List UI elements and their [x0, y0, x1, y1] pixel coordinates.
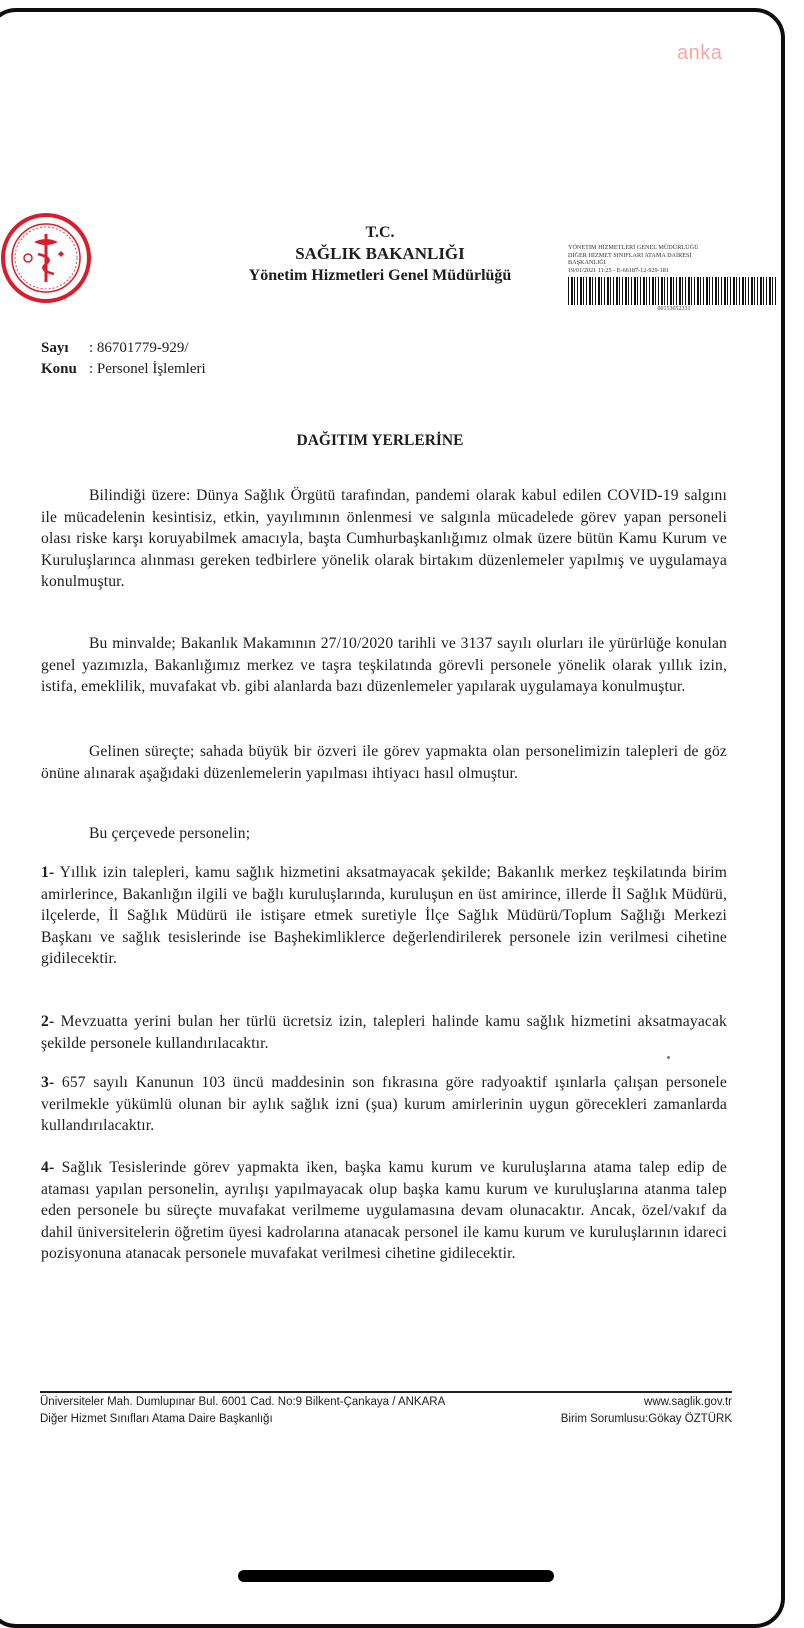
item-text: Mevzuatta yerini bulan her türlü ücretsiz izin, talepleri halinde kamu sağlık hizmetini aksatmayacak şekilde personele kullandırılacaktır. [41, 1013, 727, 1052]
item-number: 3- [41, 1074, 55, 1091]
footer-rule [40, 1391, 732, 1393]
stamp-line: BAŞKANLIĞI [568, 259, 606, 267]
list-item [41, 1072, 727, 1137]
scan-speck [667, 1056, 670, 1059]
list-item [41, 862, 727, 970]
item-text: 657 sayılı Kanunun 103 üncü maddesinin son fıkrasına göre radyoaktif ışınlarla çalışan personele verilmekle yükümlü olunan bir aylık sağlık izni (şua) kurum amirlerinin uygun görecekleri zamanlarda kullandırılacaktır. [41, 1074, 727, 1134]
konu-label: Konu [41, 361, 77, 377]
footer-website: www.saglik.gov.tr [644, 1396, 732, 1408]
header-directorate: Yönetim Hizmetleri Genel Müdürlüğü [248, 267, 512, 284]
barcode-number: 00153052331 [657, 306, 691, 313]
item-text: Yıllık izin talepleri, kamu sağlık hizmetini aksatmayacak şekilde; Bakanlık merkez teşkilatında birim amirlerince, Bakanlığın ilgili ve bağlı kuruluşlarında, kuruluşun en üst amirince, illerde İl Sağlık Müdürü, ilçelerde, İl Sağlık Müdürü ile istişare etmek suretiyle İlçe Sağlık Müdürü/Toplum Sağlığı Merkezi Başkanı ve sağlık tesislerinde ise Başhekimliklerce değerlendirilerek personele izin verilmesi cihetine gidilecektir. [41, 864, 727, 967]
sayi-value: : 86701779-929/ [89, 340, 189, 356]
stamp-line: 19/01/2021 11:25 - E-66187-12-929-181 [568, 266, 669, 274]
stamp-line: YÖNETİM HİZMETLERİ GENEL MÜDÜRLÜĞÜ [568, 244, 699, 251]
anka-watermark: anka [677, 42, 723, 64]
stamp-line: DİĞER HİZMET SINIFLARI ATAMA DAİRESİ [568, 251, 692, 259]
paragraph-1: Bilindiği üzere: Dünya Sağlık Örgütü tarafından, pandemi olarak kabul edilen COVID-19 salgını ile mücadelenin kesintisiz, etkin, yayılımının önlenmesi ve salgınla mücadelede görev yapan personeli olası riske karşı koruyabilmek amacıyla, başta Cumhurbaşkanlığımız olmak üzere bütün Kamu Kurum ve Kuruluşlarınca alınması gereken tedbirlere yönelik olarak birtakım düzenlemeler yapılmış ve uygulamaya konulmuştur. [41, 487, 727, 590]
barcode [568, 277, 778, 305]
header-tc: T.C. [365, 224, 395, 241]
sayi-label: Sayı [41, 340, 69, 356]
recipient-heading: DAĞITIM YERLERİNE [296, 432, 464, 449]
paragraph-3: Gelinen süreçte; sahada büyük bir özveri ile görev yapmakta olan personelimizin talepleri de göz önüne alınarak aşağıdaki düzenlemelerin yapılması ihtiyacı hasıl olmuştur. [41, 743, 727, 782]
konu-row [41, 359, 206, 380]
paragraph-2: Bu minvalde; Bakanlık Makamının 27/10/2020 tarihli ve 3137 sayılı olurları ile yürürlüğe konulan genel yazımızla, Bakanlığımız merkez ve taşra teşkilatında görevli personele yönelik olarak yıllık izin, istifa, emeklilik, muvafakat vb. gibi alanlarda bazı düzenlemeler yapılarak uygulamaya konulmuştur. [41, 635, 727, 695]
list-item [41, 1011, 727, 1054]
paragraph-4: Bu çerçevede personelin; [89, 825, 251, 842]
document-stamp [568, 244, 780, 312]
list-item [41, 1157, 727, 1265]
konu-value: : Personel İşlemleri [89, 361, 206, 377]
item-number: 2- [41, 1013, 55, 1030]
footer-responsible: Birim Sorumlusu:Gökay ÖZTÜRK [560, 1413, 732, 1425]
ministry-seal-icon [0, 212, 92, 304]
footer-line-2 [40, 1412, 732, 1427]
item-text: Sağlık Tesislerinde görev yapmakta iken, başka kamu kurum ve kuruluşlarına atama talep edip de ataması yapılan personelin, ayrılışı yapılmayacak olup başka kamu kurum ve kuruluşlarına atanma talep eden personele bu süreçte muvafakat verilmeme uygulamasına devam olunacaktır. Ancak, özel/vakıf da dahil üniversitelerin öğretim üyesi kadrolarına atanacak personel ile kamu kurum ve kuruluşlarının idareci pozisyonuna atanacak personele muvafakat verilmesi cihetine gidilecektir. [41, 1159, 727, 1262]
sayi-row [41, 338, 206, 359]
document-meta [41, 338, 206, 380]
footer-department: Diğer Hizmet Sınıfları Atama Daire Başkanlığı [40, 1413, 273, 1425]
home-indicator[interactable] [238, 1570, 554, 1582]
footer-address: Üniversiteler Mah. Dumlupınar Bul. 6001 Cad. No:9 Bilkent-Çankaya / ANKARA [40, 1396, 446, 1408]
item-number: 4- [41, 1159, 55, 1176]
letterhead [200, 222, 560, 287]
header-ministry: SAĞLIK BAKANLIĞI [295, 244, 465, 263]
footer-line-1 [40, 1395, 732, 1410]
item-number: 1- [41, 864, 55, 881]
